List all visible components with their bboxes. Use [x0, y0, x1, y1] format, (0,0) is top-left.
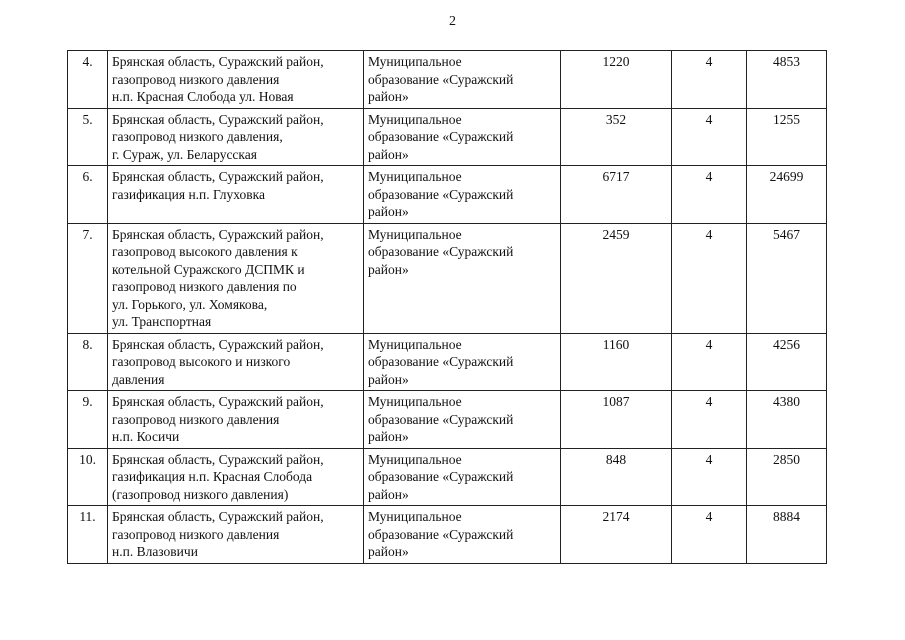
object-description-cell — [108, 333, 364, 391]
owner-cell — [364, 166, 561, 224]
owner-cell — [364, 391, 561, 449]
cost-cell: 2850 — [747, 448, 827, 506]
object-description-line: Брянская область, Суражский район, — [112, 111, 324, 127]
owner-cell — [364, 223, 561, 333]
owner-line: район» — [368, 371, 409, 387]
object-description-cell — [108, 108, 364, 166]
owner-line: район» — [368, 89, 409, 104]
table-row — [68, 108, 827, 166]
row-number-cell: 10. — [68, 448, 108, 506]
owner-cell — [364, 51, 561, 109]
row-number-cell: 7. — [68, 223, 108, 333]
object-description-line: котельной Суражского ДСПМК и — [112, 261, 305, 277]
object-description-cell — [108, 391, 364, 449]
row-number-cell: 4. — [68, 51, 108, 109]
object-description-line: давления — [112, 371, 165, 387]
object-description-line: газопровод низкого давления, — [112, 129, 283, 144]
owner-line: образование «Суражский — [368, 71, 514, 87]
object-description-line: (газопровод низкого давления) — [112, 486, 289, 502]
table-row — [68, 166, 827, 224]
length-cell: 352 — [561, 108, 672, 166]
page-number: 2 — [449, 14, 456, 29]
owner-line: Муниципальное — [368, 394, 462, 409]
diameter-cell: 4 — [672, 223, 747, 333]
object-description-line: газификация н.п. Красная Слобода — [112, 469, 313, 484]
owner-line: район» — [368, 486, 409, 502]
cost-cell: 24699 — [747, 166, 827, 224]
object-description-line: н.п. Красная Слобода ул. Новая — [112, 89, 294, 104]
diameter-cell: 4 — [672, 448, 747, 506]
cost-cell: 4853 — [747, 51, 827, 109]
length-cell: 2174 — [561, 506, 672, 564]
owner-line: Муниципальное — [368, 169, 462, 184]
owner-line: образование «Суражский — [368, 411, 514, 427]
table-row — [68, 391, 827, 449]
object-description-line: Брянская область, Суражский район, — [112, 451, 324, 467]
cost-cell: 1255 — [747, 108, 827, 166]
owner-line: Муниципальное — [368, 54, 462, 69]
row-number-cell: 5. — [68, 108, 108, 166]
owner-line: образование «Суражский — [368, 526, 514, 542]
length-cell: 2459 — [561, 223, 672, 333]
registry-table-body — [68, 51, 827, 564]
owner-cell — [364, 506, 561, 564]
object-description-line: Брянская область, Суражский район, — [112, 169, 324, 184]
cost-cell: 4256 — [747, 333, 827, 391]
owner-cell — [364, 448, 561, 506]
object-description-line: газопровод низкого давления по — [112, 279, 297, 294]
object-description-line: газопровод низкого давления — [112, 411, 280, 427]
owner-line: образование «Суражский — [368, 469, 514, 484]
object-description-line: Брянская область, Суражский район, — [112, 509, 324, 524]
object-description-cell — [108, 448, 364, 506]
row-number-cell: 6. — [68, 166, 108, 224]
owner-line: образование «Суражский — [368, 186, 514, 202]
object-description-line: г. Сураж, ул. Беларусская — [112, 146, 257, 162]
object-description-line: газопровод высокого давления к — [112, 244, 298, 259]
table-row — [68, 448, 827, 506]
object-description-line: Брянская область, Суражский район, — [112, 226, 324, 242]
row-number-cell: 8. — [68, 333, 108, 391]
table-row — [68, 333, 827, 391]
row-number-cell: 11. — [68, 506, 108, 564]
length-cell: 1220 — [561, 51, 672, 109]
diameter-cell: 4 — [672, 506, 747, 564]
owner-line: район» — [368, 146, 409, 162]
object-description-line: газификация н.п. Глуховка — [112, 186, 265, 202]
owner-line: район» — [368, 544, 409, 559]
object-description-cell — [108, 51, 364, 109]
length-cell: 6717 — [561, 166, 672, 224]
object-description-line: газопровод низкого давления — [112, 526, 280, 542]
owner-line: район» — [368, 261, 409, 277]
diameter-cell: 4 — [672, 333, 747, 391]
owner-line: образование «Суражский — [368, 129, 514, 144]
object-description-line: Брянская область, Суражский район, — [112, 54, 324, 69]
owner-line: Муниципальное — [368, 111, 462, 127]
diameter-cell: 4 — [672, 51, 747, 109]
diameter-cell: 4 — [672, 108, 747, 166]
object-description-line: н.п. Влазовичи — [112, 544, 198, 559]
owner-cell — [364, 108, 561, 166]
diameter-cell: 4 — [672, 391, 747, 449]
length-cell: 848 — [561, 448, 672, 506]
cost-cell: 8884 — [747, 506, 827, 564]
object-description-cell — [108, 223, 364, 333]
gas-pipeline-registry-table — [67, 50, 827, 564]
table-row — [68, 223, 827, 333]
owner-line: район» — [368, 429, 409, 444]
owner-line: район» — [368, 204, 409, 219]
length-cell: 1087 — [561, 391, 672, 449]
owner-line: Муниципальное — [368, 336, 462, 352]
owner-line: образование «Суражский — [368, 354, 514, 369]
cost-cell: 5467 — [747, 223, 827, 333]
diameter-cell: 4 — [672, 166, 747, 224]
row-number-cell: 9. — [68, 391, 108, 449]
object-description-line: Брянская область, Суражский район, — [112, 336, 324, 352]
owner-line: образование «Суражский — [368, 244, 514, 259]
cost-cell: 4380 — [747, 391, 827, 449]
object-description-cell — [108, 166, 364, 224]
table-row — [68, 506, 827, 564]
object-description-cell — [108, 506, 364, 564]
owner-line: Муниципальное — [368, 451, 462, 467]
length-cell: 1160 — [561, 333, 672, 391]
object-description-line: ул. Транспортная — [112, 314, 212, 329]
object-description-line: газопровод высокого и низкого — [112, 354, 291, 369]
table-row — [68, 51, 827, 109]
object-description-line: ул. Горького, ул. Хомякова, — [112, 296, 268, 312]
object-description-line: н.п. Косичи — [112, 429, 180, 444]
owner-line: Муниципальное — [368, 509, 462, 524]
owner-line: Муниципальное — [368, 226, 462, 242]
owner-cell — [364, 333, 561, 391]
object-description-line: газопровод низкого давления — [112, 71, 280, 87]
object-description-line: Брянская область, Суражский район, — [112, 394, 324, 409]
